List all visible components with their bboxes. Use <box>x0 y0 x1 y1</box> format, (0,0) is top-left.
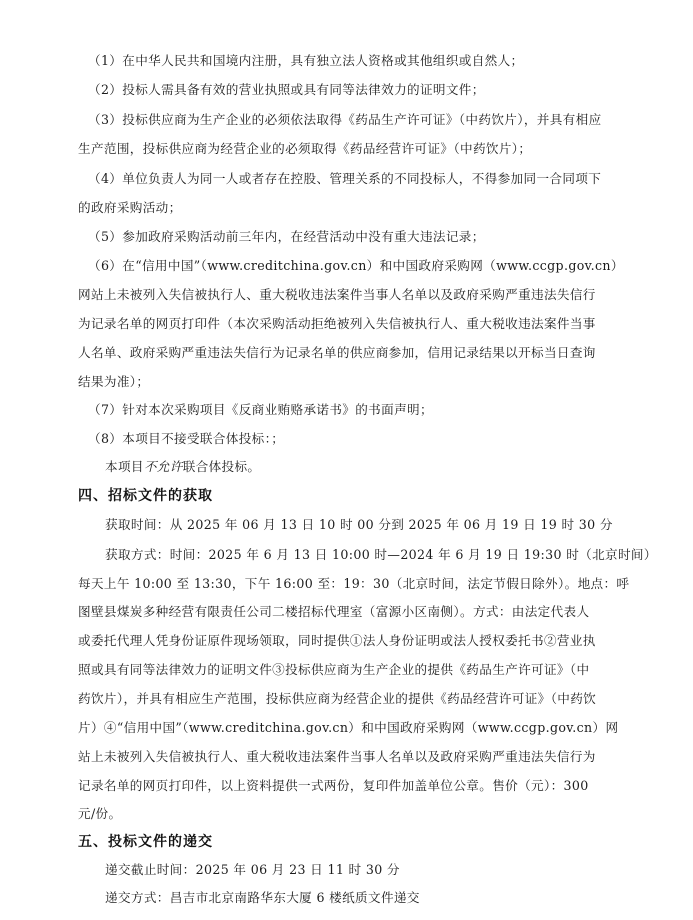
requirement-5: （5）参加政府采购活动前三年内，在经营活动中没有重大违法记录； <box>88 229 485 244</box>
acquisition-method-line-1: 获取方式：时间：2025 年 6 月 13 日 10:00 时—2024 年 6 月 19 日 19:30 时（北京时间） <box>105 547 657 562</box>
submission-method: 递交方式：昌吉市北京南路华东大厦 6 楼纸质文件递交 <box>105 890 420 905</box>
requirement-3-line-2: 生产范围，投标供应商为经营企业的必须取得《药品经营许可证》（中药饮片）； <box>78 141 532 156</box>
consortium-handwritten: 不允许 <box>143 459 183 474</box>
consortium-statement <box>105 458 260 476</box>
acquisition-method-line-6: 药饮片），并具有相应生产范围，投标供应商为经营企业的提供《药品经营许可证》（中药饮 <box>78 691 597 706</box>
requirement-6-line-1: （6）在“信用中国”（www.creditchina.gov.cn）和中国政府采购网（www.ccgp.gov.cn） <box>88 258 624 273</box>
requirement-6-line-5: 结果为准）； <box>78 374 150 389</box>
requirement-4-line-2: 的政府采购活动； <box>78 200 182 215</box>
acquisition-time: 获取时间：从 2025 年 06 月 13 日 10 时 00 分到 2025 年 06 月 19 日 19 时 30 分 <box>105 517 613 532</box>
requirement-6-line-3: 为记录名单的网页打印件（本次采购活动拒绝被列入失信被执行人、重大税收违法案件当事 <box>78 316 596 331</box>
section-5-heading: 五、投标文件的递交 <box>78 834 213 850</box>
requirement-2: （2）投标人需具备有效的营业执照或具有同等法律效力的证明文件； <box>88 82 485 97</box>
acquisition-method-line-5: 照或具有同等法律效力的证明文件③投标供应商为生产企业的提供《药品生产许可证》（中 <box>78 662 590 677</box>
acquisition-method-line-9: 记录名单的网页打印件，以上资料提供一式两份，复印件加盖单位公章。售价（元）：300 <box>78 778 589 793</box>
acquisition-method-line-7: 片）④“信用中国”（www.creditchina.gov.cn）和中国政府采购网（www.ccgp.gov.cn）网 <box>78 720 619 735</box>
acquisition-method-line-8: 站上未被列入失信被执行人、重大税收违法案件当事人名单以及政府采购严重违法失信行为 <box>78 749 596 764</box>
requirement-7: （7）针对本次采购项目《反商业贿赂承诺书》的书面声明； <box>88 402 433 417</box>
acquisition-method-line-3: 图壁县煤炭多种经营有限责任公司二楼招标代理室（富源小区南侧）。方式：由法定代表人 <box>78 604 590 619</box>
requirement-4-line-1: （4）单位负责人为同一人或者存在控股、管理关系的不同投标人，不得参加同一合同项下 <box>88 171 602 186</box>
consortium-prefix: 本项目 <box>105 459 144 474</box>
requirement-8: （8）本项目不接受联合体投标：； <box>88 431 285 446</box>
requirement-1: （1）在中华人民共和国境内注册，具有独立法人资格或其他组织或自然人； <box>88 53 524 68</box>
acquisition-method-line-10: 元/份。 <box>78 806 122 821</box>
requirement-3-line-1: （3）投标供应商为生产企业的必须依法取得《药品生产许可证》（中药饮片），并具有相应 <box>88 112 602 127</box>
consortium-suffix: 联合体投标。 <box>182 459 261 474</box>
submission-deadline: 递交截止时间：2025 年 06 月 23 日 11 时 30 分 <box>105 862 400 877</box>
acquisition-method-line-4: 或委托代理人凭身份证原件现场领取，同时提供①法人身份证明或法人授权委托书②营业执 <box>78 633 596 648</box>
requirement-6-line-2: 网站上未被列入失信被执行人、重大税收违法案件当事人名单以及政府采购严重违法失信行 <box>78 287 596 302</box>
requirement-6-line-4: 人名单、政府采购严重违法失信行为记录名单的供应商参加，信用记录结果以开标当日查询 <box>78 345 596 360</box>
section-4-heading: 四、招标文件的获取 <box>78 488 213 504</box>
acquisition-method-line-2: 每天上午 10:00 至 13:30，下午 16:00 至：19：30（北京时间，法定节假日除外）。地点：呼 <box>78 576 630 591</box>
